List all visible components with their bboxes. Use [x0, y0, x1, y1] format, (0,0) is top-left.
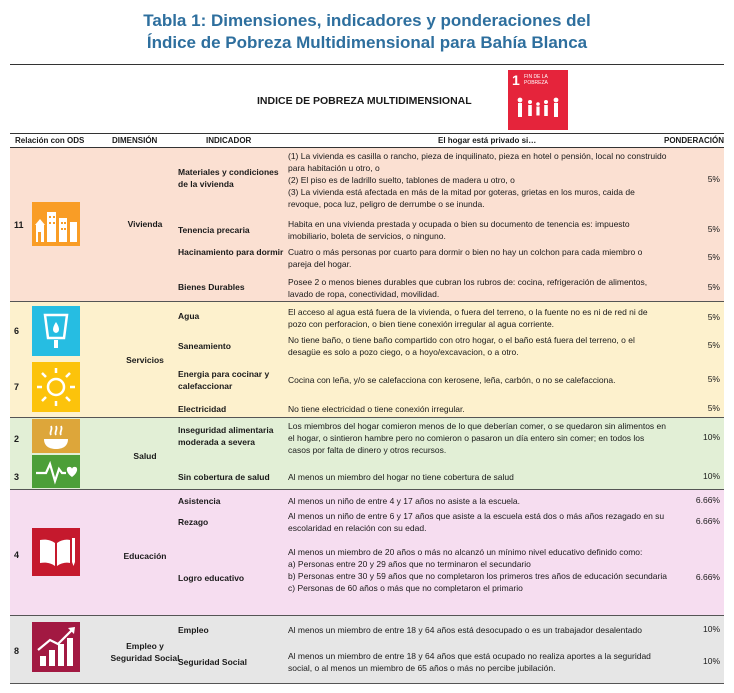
indicator-agua: Agua	[178, 311, 200, 321]
indicator-tenencia: Tenencia precaria	[178, 225, 250, 235]
indicator-energia: Energia para cocinar y calefaccionar	[178, 369, 270, 391]
privation-line: (3) La vivienda está afectada en más de la mitad por goteras, grietas en los muros, caida de revoque, poca luz, peligro de derrumbe o se inunda.	[288, 187, 635, 209]
indicator-inseguridad: Inseguridad alimentaria moderada a severa	[178, 425, 274, 447]
indicator-saneamiento: Saneamiento	[178, 341, 231, 351]
indicator-hacinamiento: Hacinamiento para dormir	[178, 247, 284, 257]
indicator-logro: Logro educativo	[178, 573, 245, 583]
dimension-label: Salud	[133, 451, 157, 461]
section-servicios	[10, 302, 724, 418]
ods-number: 6	[14, 326, 20, 336]
weight-agua: 5%	[707, 312, 720, 322]
good-health-icon	[32, 455, 80, 488]
family-icon	[508, 70, 568, 130]
weight-energia: 5%	[707, 374, 720, 384]
table-heading: INDICE DE POBREZA MULTIDIMENSIONAL	[257, 95, 472, 107]
section-empleo	[10, 616, 724, 684]
weight-hacinamiento: 5%	[707, 252, 720, 262]
dimension-label: Empleo y Seguridad Social	[110, 641, 180, 663]
privation-logro	[288, 546, 668, 594]
indicator-electricidad: Electricidad	[178, 404, 227, 414]
privation-agua: El acceso al agua está fuera de la vivienda, o fuera del terreno, o la fuente no es ni de red ni de pozo con perforacion, o bien tiene conexión irregular al agua corriente.	[288, 307, 648, 329]
privation-saneamiento: No tiene baño, o tiene baño compartido con otro hogar, o el baño está fuera del terreno, o el desagüe es solo a pozo ciego, o a hoyo/excavacion, o a otro.	[288, 335, 635, 357]
privation-line: Al menos un miembro de 20 años o más no alcanzó un mínimo nivel educativo definido como:	[288, 547, 643, 557]
ods-number: 11	[14, 220, 24, 230]
sdg1-number: 1	[512, 72, 520, 88]
weight-bienes: 5%	[707, 282, 720, 292]
section-rule	[10, 683, 724, 684]
weight-seguridad-social: 10%	[702, 656, 720, 666]
privation-energia: Cocina con leña, y/o se calefacciona con kerosene, leña, carbón, o no se calefacciona.	[288, 375, 616, 385]
privation-tenencia: Habita en una vivienda prestada y ocupada o bien su documento de tenencia es: impuesto imobiliario, boleta de servicios, o ninguno.	[288, 219, 630, 241]
col-ods: Relación con ODS	[15, 136, 85, 145]
dimension-label: Educación	[123, 551, 167, 561]
weight-saneamiento: 5%	[707, 340, 720, 350]
privation-asistencia: Al menos un niño de entre 4 y 17 años no asiste a la escuela.	[288, 496, 521, 506]
weight-tenencia: 5%	[707, 224, 720, 234]
section-salud	[10, 418, 724, 490]
privation-materiales	[288, 150, 668, 210]
privation-seguridad-social: Al menos un miembro de entre 18 y 64 años que está ocupado no realiza aportes a la seguridad social, o al menos un miembro de 65 años o más no percibe jubilación.	[288, 651, 651, 673]
ods-number: 7	[14, 382, 20, 392]
title-line-1: Tabla 1: Dimensiones, indicadores y ponderaciones del	[143, 11, 591, 30]
privation-electricidad: No tiene electricidad o tiene conexión irregular.	[288, 404, 465, 414]
indicator-seguridad-social: Seguridad Social	[178, 657, 247, 667]
weight-logro: 6.66%	[695, 572, 720, 582]
section-vivienda	[10, 148, 724, 302]
col-privation: El hogar está privado si…	[438, 136, 537, 145]
privation-line: c) Personas de 60 años o más que no completaron el primario	[288, 583, 523, 593]
col-indicator: INDICADOR	[206, 136, 252, 145]
indicator-cobertura: Sin cobertura de salud	[178, 472, 270, 482]
indicator-bienes: Bienes Durables	[178, 282, 245, 292]
privation-hacinamiento: Cuatro o más personas por cuarto para dormir o bien no hay un colchon para cada miembro o pareja del hogar.	[288, 247, 643, 269]
indicator-rezago: Rezago	[178, 517, 209, 527]
weight-empleo: 10%	[702, 624, 720, 634]
indicator-asistencia: Asistencia	[178, 496, 221, 506]
privation-line: b) Personas entre 30 y 59 años que no completaron los primeros tres años de educación secundaria	[288, 571, 667, 581]
ods-number: 2	[14, 434, 20, 444]
weight-electricidad: 5%	[707, 403, 720, 413]
table-title	[0, 10, 734, 54]
privation-rezago: Al menos un niño de entre 6 y 17 años que asiste a la escuela está dos o más años rezagado en su escolaridad en relación con su edad.	[288, 511, 665, 533]
ods-number: 3	[14, 472, 20, 482]
indicator-empleo: Empleo	[178, 625, 209, 635]
indicator-materiales: Materiales y condiciones de la vivienda	[178, 167, 279, 189]
top-rule	[10, 64, 724, 65]
quality-education-icon	[32, 528, 80, 576]
ods-number: 8	[14, 646, 20, 656]
privation-line: a) Personas entre 20 y 29 años que no terminaron el secundario	[288, 559, 531, 569]
col-weight: PONDERACIÓN	[664, 136, 725, 145]
title-line-2: Índice de Pobreza Multidimensional para Bahía Blanca	[146, 33, 588, 52]
decent-work-icon	[32, 622, 80, 672]
dimension-label: Vivienda	[127, 219, 163, 229]
section-educacion	[10, 490, 724, 616]
privation-inseguridad: Los miembros del hogar comieron menos de lo que deberían comer, o se quedaron sin alimentos en el hogar, o sintieron hambre pero no comieron o pasaron un día entero sin comer; en todos los casos por falta de dinero y otros recursos.	[288, 421, 666, 455]
weight-cobertura: 10%	[702, 471, 720, 481]
privation-bienes: Posee 2 o menos bienes durables que cubran los rubros de: cocina, refrigeración de alimentos, lavado de ropa, conectividad, movilidad.	[288, 277, 648, 299]
sustainable-cities-icon	[32, 202, 80, 246]
weight-rezago: 6.66%	[695, 516, 720, 526]
sdg1-label: FIN DE LA POBREZA	[524, 74, 548, 86]
clean-water-icon	[32, 306, 80, 356]
col-dimension: DIMENSIÓN	[112, 136, 158, 145]
weight-materiales: 5%	[707, 174, 720, 184]
header-top-rule	[10, 133, 724, 134]
zero-hunger-icon	[32, 419, 80, 453]
privation-empleo: Al menos un miembro de entre 18 y 64 años está desocupado o es un trabajador desalentado	[288, 625, 642, 635]
privation-cobertura: Al menos un miembro del hogar no tiene cobertura de salud	[288, 472, 514, 482]
weight-asistencia: 6.66%	[695, 495, 720, 505]
ods-number: 4	[14, 550, 20, 560]
weight-inseguridad: 10%	[702, 432, 720, 442]
privation-line: (1) La vivienda es casilla o rancho, pieza de inquilinato, pieza en hotel o pensión, local no construido para habitación u otro, o	[288, 151, 667, 173]
privation-line: (2) El piso es de ladrillo suelto, tablones de madera u otro, o	[288, 175, 515, 185]
dimension-label: Servicios	[126, 355, 164, 365]
sdg1-logo	[508, 70, 568, 130]
clean-energy-icon	[32, 362, 80, 412]
